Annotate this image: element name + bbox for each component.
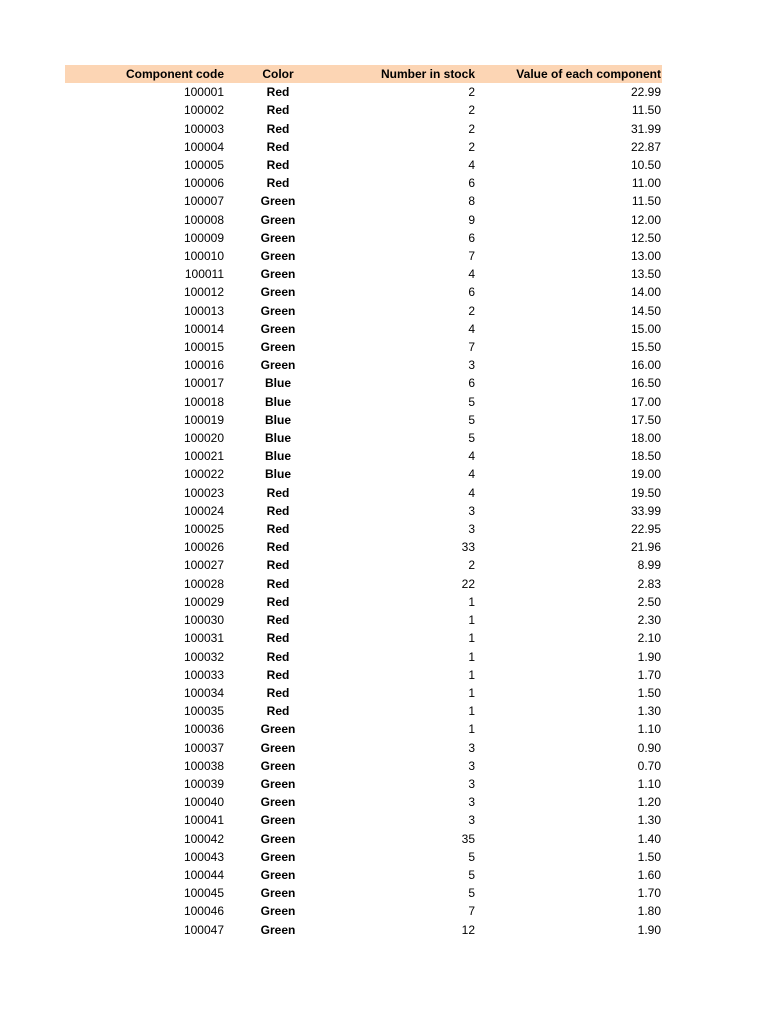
cell-number-in-stock[interactable]: 2 bbox=[468, 121, 475, 136]
table-header-row bbox=[65, 65, 662, 83]
cell-color[interactable]: Green bbox=[260, 831, 296, 846]
cell-number-in-stock[interactable]: 1 bbox=[468, 631, 475, 646]
cell-component-code[interactable]: 100045 bbox=[183, 886, 224, 901]
cell-number-in-stock[interactable]: 4 bbox=[468, 321, 475, 336]
table-row bbox=[65, 793, 662, 811]
table-row bbox=[65, 757, 662, 775]
cell-number-in-stock[interactable]: 6 bbox=[468, 285, 475, 300]
cell-component-code[interactable]: 100016 bbox=[183, 358, 224, 373]
cell-value-of-each-component[interactable]: 16.00 bbox=[630, 358, 661, 373]
cell-color[interactable]: Red bbox=[266, 594, 290, 609]
cell-component-code[interactable]: 100042 bbox=[183, 831, 224, 846]
table-body bbox=[65, 83, 662, 939]
cell-color[interactable]: Red bbox=[266, 540, 290, 555]
cell-number-in-stock[interactable]: 5 bbox=[468, 412, 475, 427]
cell-number-in-stock[interactable]: 1 bbox=[468, 667, 475, 682]
table-row bbox=[65, 648, 662, 666]
cell-value-of-each-component[interactable]: 2.50 bbox=[637, 594, 661, 609]
cell-color[interactable]: Blue bbox=[264, 376, 291, 391]
cell-color[interactable]: Red bbox=[266, 558, 290, 573]
table-row bbox=[65, 902, 662, 920]
cell-component-code[interactable]: 100026 bbox=[183, 540, 224, 555]
cell-component-code[interactable]: 100019 bbox=[183, 412, 224, 427]
cell-number-in-stock[interactable]: 6 bbox=[468, 376, 475, 391]
table-row bbox=[65, 429, 662, 447]
cell-value-of-each-component[interactable]: 14.00 bbox=[630, 285, 661, 300]
cell-color[interactable]: Green bbox=[260, 813, 296, 828]
cell-value-of-each-component[interactable]: 0.70 bbox=[637, 758, 661, 773]
column-header-color[interactable]: Color bbox=[262, 67, 294, 81]
cell-number-in-stock[interactable]: 1 bbox=[468, 722, 475, 737]
cell-number-in-stock[interactable]: 4 bbox=[468, 267, 475, 282]
cell-number-in-stock[interactable]: 22 bbox=[461, 576, 475, 591]
cell-component-code[interactable]: 100011 bbox=[184, 267, 224, 282]
cell-number-in-stock[interactable]: 8 bbox=[468, 194, 475, 209]
cell-color[interactable]: Red bbox=[266, 685, 290, 700]
table-row bbox=[65, 265, 662, 283]
cell-color[interactable]: Red bbox=[266, 503, 290, 518]
table-row bbox=[65, 666, 662, 684]
cell-value-of-each-component[interactable]: 19.50 bbox=[630, 485, 661, 500]
cell-number-in-stock[interactable]: 33 bbox=[461, 540, 475, 555]
cell-color[interactable]: Red bbox=[266, 704, 290, 719]
cell-value-of-each-component[interactable]: 1.30 bbox=[637, 704, 661, 719]
cell-component-code[interactable]: 100024 bbox=[183, 503, 224, 518]
cell-color[interactable]: Green bbox=[260, 886, 296, 901]
table-row bbox=[65, 702, 662, 720]
column-header-number-in-stock[interactable]: Number in stock bbox=[380, 67, 475, 81]
cell-number-in-stock[interactable]: 1 bbox=[468, 594, 475, 609]
cell-value-of-each-component[interactable]: 1.60 bbox=[637, 867, 661, 882]
cell-component-code[interactable]: 100043 bbox=[183, 849, 224, 864]
cell-number-in-stock[interactable]: 3 bbox=[468, 358, 475, 373]
cell-value-of-each-component[interactable]: 1.90 bbox=[637, 649, 661, 664]
table-row bbox=[65, 484, 662, 502]
cell-number-in-stock[interactable]: 4 bbox=[468, 158, 475, 173]
table-row bbox=[65, 811, 662, 829]
cell-value-of-each-component[interactable]: 11.50 bbox=[631, 103, 661, 118]
cell-value-of-each-component[interactable]: 8.99 bbox=[637, 558, 661, 573]
cell-number-in-stock[interactable]: 7 bbox=[468, 904, 475, 919]
table-row bbox=[65, 302, 662, 320]
cell-component-code[interactable]: 100008 bbox=[183, 212, 224, 227]
table-row bbox=[65, 174, 662, 192]
cell-color[interactable]: Red bbox=[266, 85, 290, 100]
cell-number-in-stock[interactable]: 3 bbox=[468, 795, 475, 810]
cell-component-code[interactable]: 100021 bbox=[183, 449, 224, 464]
cell-value-of-each-component[interactable]: 1.70 bbox=[637, 667, 661, 682]
cell-component-code[interactable]: 100044 bbox=[183, 867, 224, 882]
cell-value-of-each-component[interactable]: 17.00 bbox=[630, 394, 661, 409]
cell-number-in-stock[interactable]: 2 bbox=[468, 303, 475, 318]
cell-value-of-each-component[interactable]: 2.10 bbox=[637, 631, 661, 646]
cell-value-of-each-component[interactable]: 12.50 bbox=[630, 230, 661, 245]
cell-color[interactable]: Green bbox=[260, 795, 296, 810]
cell-number-in-stock[interactable]: 1 bbox=[468, 649, 475, 664]
cell-color[interactable]: Green bbox=[260, 358, 296, 373]
table-row bbox=[65, 739, 662, 757]
cell-component-code[interactable]: 100022 bbox=[183, 467, 224, 482]
cell-number-in-stock[interactable]: 1 bbox=[468, 704, 475, 719]
cell-color[interactable]: Green bbox=[260, 303, 296, 318]
cell-component-code[interactable]: 100035 bbox=[183, 704, 224, 719]
cell-component-code[interactable]: 100014 bbox=[183, 321, 224, 336]
cell-component-code[interactable]: 100013 bbox=[183, 303, 224, 318]
cell-component-code[interactable]: 100033 bbox=[183, 667, 224, 682]
cell-value-of-each-component[interactable]: 1.20 bbox=[637, 795, 661, 810]
table-row bbox=[65, 775, 662, 793]
table-row bbox=[65, 575, 662, 593]
cell-color[interactable]: Green bbox=[260, 230, 296, 245]
cell-value-of-each-component[interactable]: 10.50 bbox=[630, 158, 661, 173]
cell-value-of-each-component[interactable]: 22.99 bbox=[630, 85, 661, 100]
table-row bbox=[65, 156, 662, 174]
table-row bbox=[65, 447, 662, 465]
cell-value-of-each-component[interactable]: 1.80 bbox=[637, 904, 661, 919]
cell-component-code[interactable]: 100003 bbox=[183, 121, 224, 136]
cell-component-code[interactable]: 100002 bbox=[183, 103, 224, 118]
cell-component-code[interactable]: 100001 bbox=[183, 85, 224, 100]
table-row bbox=[65, 356, 662, 374]
cell-value-of-each-component[interactable]: 13.50 bbox=[630, 267, 661, 282]
table-row bbox=[65, 120, 662, 138]
cell-number-in-stock[interactable]: 1 bbox=[468, 613, 475, 628]
cell-number-in-stock[interactable]: 6 bbox=[468, 176, 475, 191]
cell-number-in-stock[interactable]: 6 bbox=[468, 230, 475, 245]
cell-color[interactable]: Green bbox=[260, 740, 296, 755]
cell-value-of-each-component[interactable]: 2.83 bbox=[637, 576, 661, 591]
cell-component-code[interactable]: 100036 bbox=[183, 722, 224, 737]
cell-number-in-stock[interactable]: 4 bbox=[468, 449, 475, 464]
cell-number-in-stock[interactable]: 3 bbox=[468, 813, 475, 828]
cell-color[interactable]: Green bbox=[260, 758, 296, 773]
component-inventory-table bbox=[65, 65, 662, 939]
table-row bbox=[65, 593, 662, 611]
cell-component-code[interactable]: 100006 bbox=[183, 176, 224, 191]
table-row bbox=[65, 320, 662, 338]
cell-value-of-each-component[interactable]: 13.00 bbox=[630, 249, 661, 264]
cell-color[interactable]: Red bbox=[266, 103, 290, 118]
cell-color[interactable]: Red bbox=[266, 121, 290, 136]
cell-value-of-each-component[interactable]: 1.50 bbox=[637, 685, 661, 700]
cell-component-code[interactable]: 100020 bbox=[183, 431, 224, 446]
cell-component-code[interactable]: 100027 bbox=[183, 558, 224, 573]
cell-number-in-stock[interactable]: 1 bbox=[468, 685, 475, 700]
cell-color[interactable]: Green bbox=[260, 212, 296, 227]
cell-component-code[interactable]: 100029 bbox=[183, 594, 224, 609]
cell-number-in-stock[interactable]: 35 bbox=[461, 831, 475, 846]
table-row bbox=[65, 848, 662, 866]
cell-number-in-stock[interactable]: 5 bbox=[468, 886, 475, 901]
cell-number-in-stock[interactable]: 7 bbox=[468, 249, 475, 264]
cell-number-in-stock[interactable]: 4 bbox=[468, 485, 475, 500]
cell-color[interactable]: Red bbox=[266, 667, 290, 682]
table-row bbox=[65, 374, 662, 392]
table-row bbox=[65, 229, 662, 247]
cell-color[interactable]: Red bbox=[266, 576, 290, 591]
table-row bbox=[65, 611, 662, 629]
cell-component-code[interactable]: 100032 bbox=[183, 649, 224, 664]
cell-component-code[interactable]: 100028 bbox=[183, 576, 224, 591]
column-header-value-of-each-component[interactable]: Value of each component bbox=[516, 67, 661, 81]
cell-number-in-stock[interactable]: 7 bbox=[468, 340, 475, 355]
cell-number-in-stock[interactable]: 2 bbox=[468, 85, 475, 100]
cell-component-code[interactable]: 100007 bbox=[183, 194, 224, 209]
cell-value-of-each-component[interactable]: 14.50 bbox=[630, 303, 661, 318]
cell-value-of-each-component[interactable]: 0.90 bbox=[637, 740, 661, 755]
table-row bbox=[65, 830, 662, 848]
cell-number-in-stock[interactable]: 3 bbox=[468, 776, 475, 791]
cell-component-code[interactable]: 100041 bbox=[183, 813, 224, 828]
cell-color[interactable]: Green bbox=[260, 340, 296, 355]
cell-component-code[interactable]: 100009 bbox=[183, 230, 224, 245]
cell-value-of-each-component[interactable]: 1.40 bbox=[637, 831, 661, 846]
cell-color[interactable]: Green bbox=[260, 321, 296, 336]
cell-component-code[interactable]: 100037 bbox=[183, 740, 224, 755]
table-row bbox=[65, 411, 662, 429]
cell-component-code[interactable]: 100004 bbox=[183, 139, 224, 154]
table-row bbox=[65, 393, 662, 411]
cell-color[interactable]: Green bbox=[260, 194, 296, 209]
table-row bbox=[65, 921, 662, 939]
table-row bbox=[65, 720, 662, 738]
table-row bbox=[65, 138, 662, 156]
cell-color[interactable]: Red bbox=[266, 631, 290, 646]
cell-component-code[interactable]: 100040 bbox=[183, 795, 224, 810]
cell-color[interactable]: Red bbox=[266, 649, 290, 664]
cell-value-of-each-component[interactable]: 31.99 bbox=[630, 121, 661, 136]
cell-number-in-stock[interactable]: 2 bbox=[468, 139, 475, 154]
cell-value-of-each-component[interactable]: 1.10 bbox=[637, 722, 661, 737]
cell-color[interactable]: Green bbox=[260, 922, 296, 937]
cell-value-of-each-component[interactable]: 1.30 bbox=[637, 813, 661, 828]
cell-number-in-stock[interactable]: 12 bbox=[461, 922, 475, 937]
column-header-component-code[interactable]: Component code bbox=[126, 67, 224, 81]
cell-color[interactable]: Green bbox=[260, 849, 296, 864]
cell-value-of-each-component[interactable]: 21.96 bbox=[630, 540, 661, 555]
spreadsheet-page bbox=[65, 65, 662, 939]
cell-number-in-stock[interactable]: 3 bbox=[468, 758, 475, 773]
cell-value-of-each-component[interactable]: 18.50 bbox=[630, 449, 661, 464]
cell-color[interactable]: Green bbox=[260, 722, 296, 737]
cell-value-of-each-component[interactable]: 1.90 bbox=[637, 922, 661, 937]
cell-number-in-stock[interactable]: 3 bbox=[468, 503, 475, 518]
cell-color[interactable]: Red bbox=[266, 158, 290, 173]
cell-color[interactable]: Green bbox=[260, 249, 296, 264]
table-row bbox=[65, 465, 662, 483]
cell-value-of-each-component[interactable]: 2.30 bbox=[637, 613, 661, 628]
cell-number-in-stock[interactable]: 3 bbox=[468, 740, 475, 755]
cell-value-of-each-component[interactable]: 1.70 bbox=[637, 886, 661, 901]
cell-number-in-stock[interactable]: 5 bbox=[468, 867, 475, 882]
cell-component-code[interactable]: 100023 bbox=[183, 485, 224, 500]
cell-value-of-each-component[interactable]: 1.50 bbox=[637, 849, 661, 864]
cell-value-of-each-component[interactable]: 17.50 bbox=[630, 412, 661, 427]
cell-number-in-stock[interactable]: 5 bbox=[468, 849, 475, 864]
table-row bbox=[65, 211, 662, 229]
cell-value-of-each-component[interactable]: 15.00 bbox=[630, 321, 661, 336]
cell-value-of-each-component[interactable]: 15.50 bbox=[630, 340, 661, 355]
cell-color[interactable]: Green bbox=[260, 867, 296, 882]
cell-value-of-each-component[interactable]: 12.00 bbox=[630, 212, 661, 227]
cell-component-code[interactable]: 100046 bbox=[183, 904, 224, 919]
table-row bbox=[65, 502, 662, 520]
cell-number-in-stock[interactable]: 3 bbox=[468, 522, 475, 537]
table-row bbox=[65, 83, 662, 101]
table-row bbox=[65, 520, 662, 538]
cell-color[interactable]: Red bbox=[266, 522, 290, 537]
cell-component-code[interactable]: 100005 bbox=[183, 158, 224, 173]
cell-color[interactable]: Blue bbox=[264, 394, 291, 409]
cell-component-code[interactable]: 100031 bbox=[183, 631, 224, 646]
cell-component-code[interactable]: 100015 bbox=[183, 340, 224, 355]
cell-number-in-stock[interactable]: 9 bbox=[468, 212, 475, 227]
cell-component-code[interactable]: 100038 bbox=[183, 758, 224, 773]
cell-color[interactable]: Green bbox=[260, 285, 296, 300]
cell-value-of-each-component[interactable]: 22.95 bbox=[630, 522, 661, 537]
cell-component-code[interactable]: 100018 bbox=[183, 394, 224, 409]
cell-color[interactable]: Blue bbox=[264, 412, 291, 427]
table-row bbox=[65, 247, 662, 265]
cell-color[interactable]: Blue bbox=[264, 467, 291, 482]
table-row bbox=[65, 283, 662, 301]
table-row bbox=[65, 538, 662, 556]
cell-value-of-each-component[interactable]: 11.50 bbox=[631, 194, 661, 209]
cell-value-of-each-component[interactable]: 1.10 bbox=[637, 776, 661, 791]
table-row bbox=[65, 884, 662, 902]
cell-color[interactable]: Red bbox=[266, 485, 290, 500]
table-row bbox=[65, 629, 662, 647]
cell-number-in-stock[interactable]: 4 bbox=[468, 467, 475, 482]
cell-value-of-each-component[interactable]: 11.00 bbox=[631, 176, 661, 191]
cell-component-code[interactable]: 100030 bbox=[183, 613, 224, 628]
cell-number-in-stock[interactable]: 5 bbox=[468, 394, 475, 409]
cell-component-code[interactable]: 100047 bbox=[183, 922, 224, 937]
cell-number-in-stock[interactable]: 2 bbox=[468, 103, 475, 118]
cell-color[interactable]: Green bbox=[260, 267, 296, 282]
cell-color[interactable]: Green bbox=[260, 904, 296, 919]
cell-color[interactable]: Red bbox=[266, 613, 290, 628]
cell-component-code[interactable]: 100034 bbox=[183, 685, 224, 700]
cell-component-code[interactable]: 100010 bbox=[183, 249, 224, 264]
cell-value-of-each-component[interactable]: 33.99 bbox=[630, 503, 661, 518]
cell-number-in-stock[interactable]: 2 bbox=[468, 558, 475, 573]
table-row bbox=[65, 556, 662, 574]
cell-component-code[interactable]: 100039 bbox=[183, 776, 224, 791]
cell-value-of-each-component[interactable]: 19.00 bbox=[630, 467, 661, 482]
cell-number-in-stock[interactable]: 5 bbox=[468, 431, 475, 446]
cell-color[interactable]: Blue bbox=[264, 449, 291, 464]
table-row bbox=[65, 684, 662, 702]
table-row bbox=[65, 101, 662, 119]
cell-component-code[interactable]: 100012 bbox=[183, 285, 224, 300]
cell-color[interactable]: Red bbox=[266, 139, 290, 154]
cell-value-of-each-component[interactable]: 18.00 bbox=[630, 431, 661, 446]
cell-component-code[interactable]: 100025 bbox=[183, 522, 224, 537]
cell-value-of-each-component[interactable]: 22.87 bbox=[630, 139, 661, 154]
cell-color[interactable]: Green bbox=[260, 776, 296, 791]
cell-value-of-each-component[interactable]: 16.50 bbox=[630, 376, 661, 391]
table-row bbox=[65, 192, 662, 210]
cell-color[interactable]: Blue bbox=[264, 431, 291, 446]
table-row bbox=[65, 866, 662, 884]
cell-component-code[interactable]: 100017 bbox=[183, 376, 224, 391]
cell-color[interactable]: Red bbox=[266, 176, 290, 191]
table-row bbox=[65, 338, 662, 356]
